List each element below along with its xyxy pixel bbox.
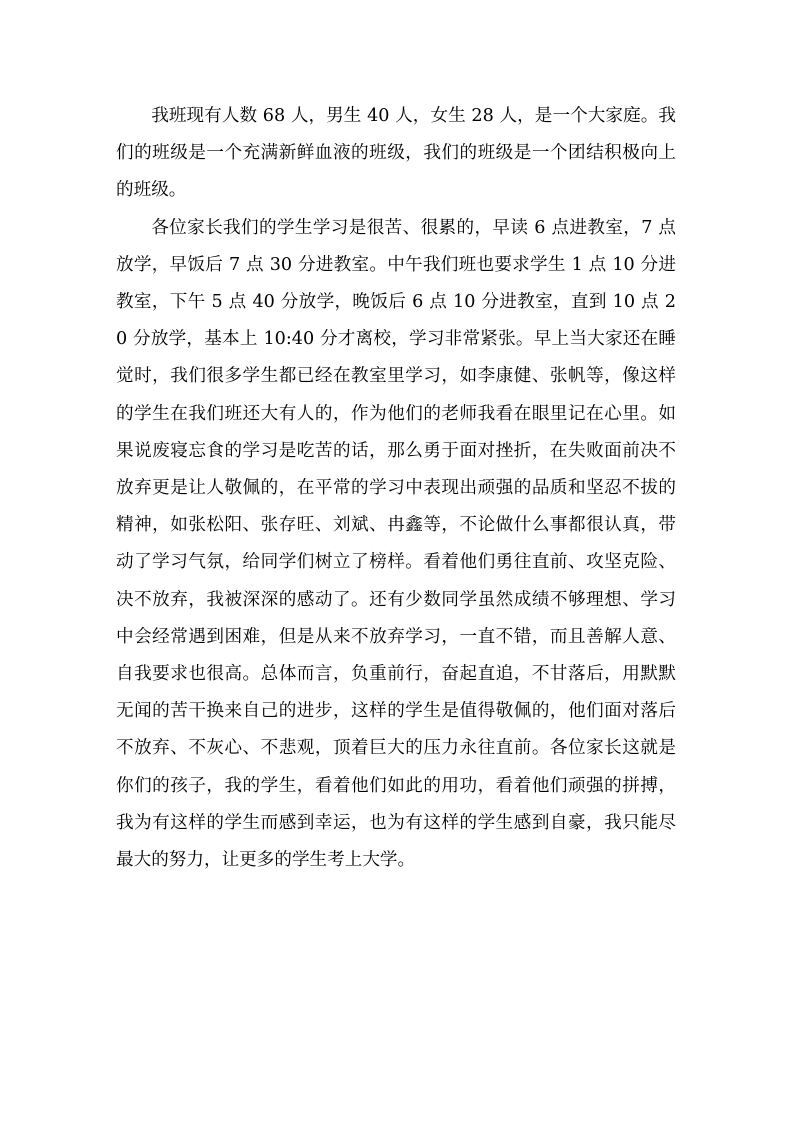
paragraph-student-effort: 各位家长我们的学生学习是很苦、很累的，早读 6 点进教室，7 点放学，早饭后 7 点 30 分进教室。中午我们班也要求学生 1 点 10 分进教室，下午 5 点 40 分放学，晚饭后 6 点 10 分进教室，直到 10 点 20 分放学，基本上 10:40 分才离校，学习非常紧张。早上当大家还在睡觉时，我们很多学生都已经在教室里学习，如李康健、张帆等，像这样的学生在我们班还大有人的，作为他们的老师我看在眼里记在心里。如果说废寝忘食的学习是吃苦的话，那么勇于面对挫折，在失败面前决不放弃更是让人敬佩的，在平常的学习中表现出顽强的品质和坚忍不拔的精神，如张松阳、张存旺、刘斌、冉鑫等，不论做什么事都很认真，带动了学习气氛，给同学们树立了榜样。看着他们勇往直前、攻坚克险、决不放弃，我被深深的感动了。还有少数同学虽然成绩不够理想、学习中会经常遇到困难，但是从来不放弃学习，一直不错，而且善解人意、自我要求也很高。总体而言，负重前行，奋起直追，不甘落后，用默默无闻的苦干换来自己的进步，这样的学生是值得敬佩的，他们面对落后不放弃、不灰心、不悲观，顶着巨大的压力永往直前。各位家长这就是你们的孩子，我的学生，看着他们如此的用功，看着他们顽强的拼搏，我为有这样的学生而感到幸运，也为有这样的学生感到自豪，我只能尽最大的努力，让更多的学生考上大学。 [116,217,676,871]
document-page [116,98,676,879]
paragraph-class-overview: 我班现有人数 68 人，男生 40 人，女生 28 人，是一个大家庭。我们的班级是一个充满新鲜血液的班级，我们的班级是一个团结积极向上的班级。 [116,106,676,201]
